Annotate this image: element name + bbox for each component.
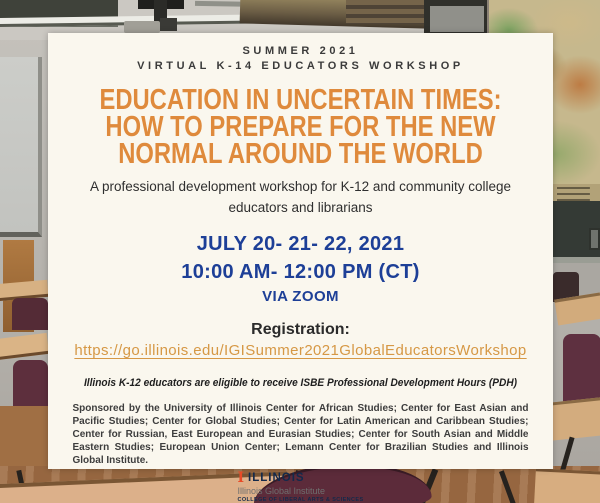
bg-right-desk-2 <box>548 397 600 440</box>
bg-right-chair-2 <box>563 334 600 406</box>
bg-projector-box <box>160 18 177 31</box>
bg-wall-map-label <box>553 184 600 201</box>
workshop-description: A professional development workshop for K-12 and community college educators and librarians <box>90 179 511 215</box>
registration-label: Registration: <box>251 321 350 338</box>
event-dates: JULY 20- 21- 22, 2021 <box>196 233 405 255</box>
pdh-note: Illinois K-12 educators are eligible to receive ISBE Professional Development Hours (PDH) <box>83 377 518 389</box>
title-line-3: NORMAL AROUND THE WORLD <box>118 138 483 170</box>
logo-unit-name: Illinois Global Institute <box>237 486 326 496</box>
bg-map-shelf <box>346 0 428 24</box>
registration-link[interactable]: https://go.illinois.edu/IGISummer2021GlobalEducatorsWorkshop <box>74 342 527 359</box>
workshop-title <box>93 84 507 170</box>
event-time: 10:00 AM- 12:00 PM (CT) <box>181 261 420 283</box>
kicker-line-2: VIRTUAL K-14 EDUCATORS WORKSHOP <box>137 60 464 72</box>
block-i-icon: I <box>237 470 245 486</box>
title-line-1: EDUCATION IN UNCERTAIN TIMES: <box>99 84 502 116</box>
logo-college-name: COLLEGE OF LIBERAL ARTS & SCIENCES <box>237 497 364 503</box>
bg-projector <box>124 21 160 33</box>
event-platform: VIA ZOOM <box>262 288 339 305</box>
title-line-2: HOW TO PREPARE FOR THE NEW <box>105 111 496 143</box>
workshop-kicker <box>48 44 553 74</box>
kicker-line-1: SUMMER 2021 <box>242 45 359 57</box>
bg-projection-screen <box>0 57 42 237</box>
bg-left-chair-2 <box>13 360 48 408</box>
bg-left-chair-1 <box>12 298 48 330</box>
logo-wordmark: ILLINOIS <box>248 472 305 484</box>
sponsors-text: Sponsored by the University of Illinois Center for African Studies; Center for East Asian and Pacific Studies; Center for Global Studies; Center for Latin American and Caribbean Studies; Center for Russian, East European and Eurasian Studies; Center for South Asian and Middle Eastern Studies; European Union Center; Lemann Center for Brazilian Studies and Illinois Global Institute. <box>72 403 529 466</box>
illinois-global-institute-logo <box>237 472 363 503</box>
bg-left-desk-2 <box>0 333 49 360</box>
flyer-card <box>48 33 553 503</box>
logo-row <box>237 472 363 484</box>
bg-speaker <box>589 228 600 250</box>
event-details <box>48 230 553 308</box>
